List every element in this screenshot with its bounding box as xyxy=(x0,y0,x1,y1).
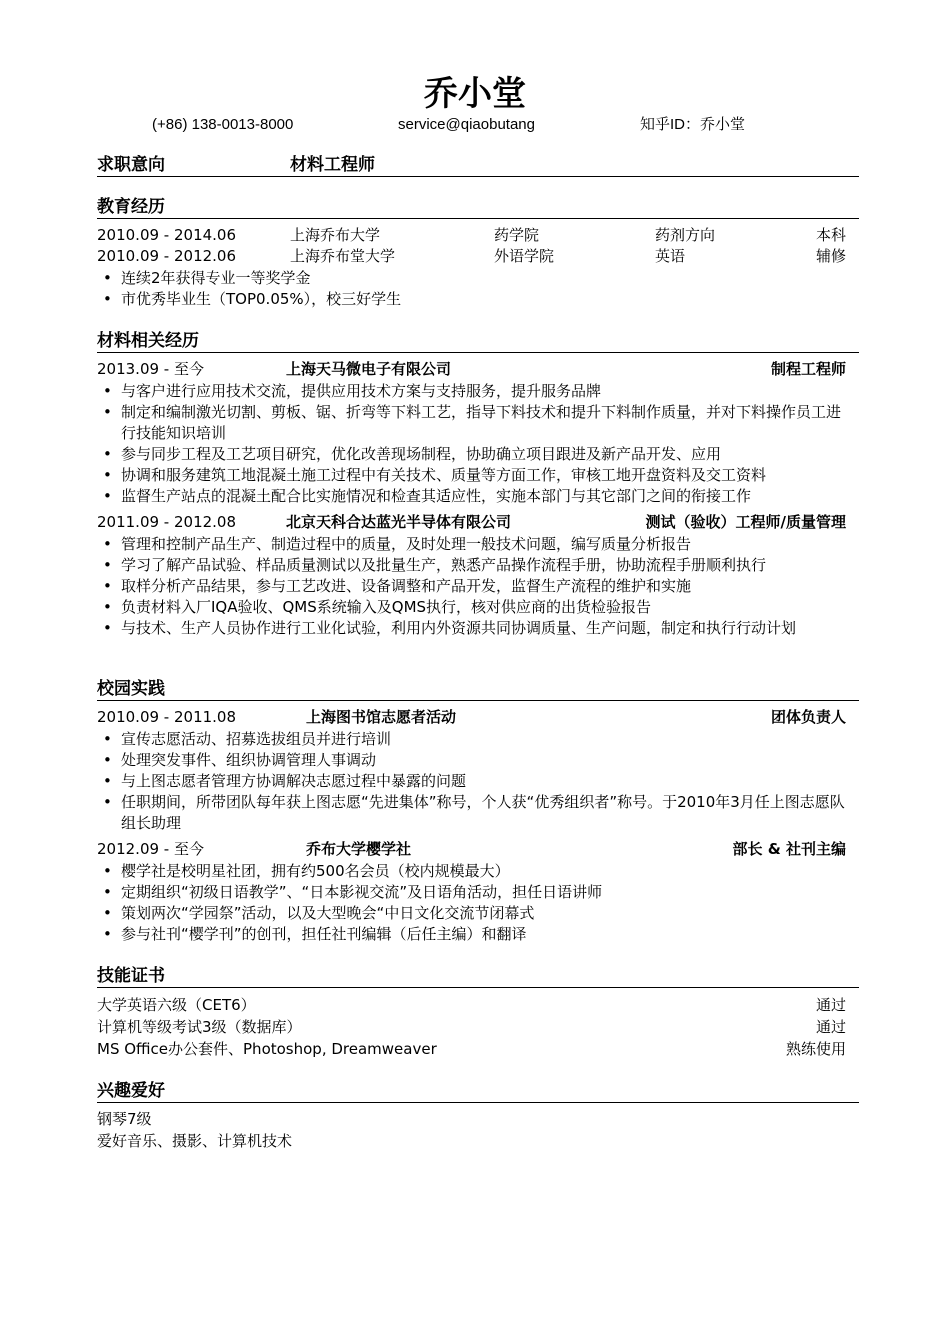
list-item: • 制定和编制激光切割、剪板、锯、折弯等下料工艺，指导下料技术和提升下料制作质量，并对下料操作员工进行技能知识培训 xyxy=(97,402,846,444)
education-row xyxy=(97,246,846,267)
edu-school: 上海乔布大学 xyxy=(290,226,381,244)
job-role: 测试（验收）工程师/质量管理 xyxy=(645,513,846,531)
section-campus-heading xyxy=(97,678,859,701)
job-period: 2011.09 - 2012.08 xyxy=(97,513,237,531)
list-item: • 定期组织“初级日语教学”、“日本影视交流”及日语角活动，担任日语讲师 xyxy=(97,882,846,903)
edu-college: 药学院 xyxy=(494,226,540,244)
edu-degree: 辅修 xyxy=(815,247,846,265)
activity-header xyxy=(97,839,846,860)
activity-period: 2012.09 - 至今 xyxy=(97,840,204,858)
edu-college: 外语学院 xyxy=(494,247,555,265)
edu-degree: 本科 xyxy=(815,226,846,244)
activity-duties-list xyxy=(97,729,846,834)
skill-level: 熟练使用 xyxy=(785,1040,846,1058)
activity-org: 乔布大学樱学社 xyxy=(306,840,412,858)
hobby-item: 爱好音乐、摄影、计算机技术 xyxy=(97,1132,293,1150)
section-title: 材料相关经历 xyxy=(97,331,199,351)
list-item: • 处理突发事件、组织协调管理人事调动 xyxy=(97,750,846,771)
activity-role: 团体负责人 xyxy=(770,708,846,726)
list-item: • 与客户进行应用技术交流，提供应用技术方案与支持服务，提升服务品牌 xyxy=(97,381,846,402)
list-item: • 参与同步工程及工艺项目研究，优化改善现场制程，协助确立项目跟进及新产品开发、应用 xyxy=(97,444,846,465)
list-item: • 市优秀毕业生（TOP0.05%），校三好学生 xyxy=(97,289,846,310)
education-row xyxy=(97,225,846,246)
job-header xyxy=(97,512,846,533)
list-item: • 樱学社是校明星社团，拥有约500名会员（校内规模最大） xyxy=(97,861,846,882)
section-title: 兴趣爱好 xyxy=(97,1081,165,1101)
activity-period: 2010.09 - 2011.08 xyxy=(97,708,237,726)
job-duties-list xyxy=(97,381,846,507)
job-company: 上海天马微电子有限公司 xyxy=(286,360,452,378)
section-title: 校园实践 xyxy=(97,679,165,699)
phone-number: (+86) 138-0013-8000 xyxy=(152,116,294,133)
edu-major: 英语 xyxy=(655,247,686,265)
list-item: • 负责材料入厂IQA验收、QMS系统输入及QMS执行，核对供应商的出货检验报告 xyxy=(97,597,846,618)
list-item: • 策划两次“学园祭”活动，以及大型晚会“中日文化交流节闭幕式 xyxy=(97,903,846,924)
skill-name: 计算机等级考试3级（数据库） xyxy=(97,1018,302,1036)
section-skills-heading xyxy=(97,965,859,988)
hobby-item: 钢琴7级 xyxy=(97,1110,152,1128)
skill-row xyxy=(97,995,846,1016)
edu-major: 药剂方向 xyxy=(655,226,716,244)
section-hobbies-heading xyxy=(97,1080,859,1103)
email-address: service@qiaobutang xyxy=(398,116,535,133)
skill-name: 大学英语六级（CET6） xyxy=(97,996,256,1014)
job-period: 2013.09 - 至今 xyxy=(97,360,204,378)
job-header xyxy=(97,359,846,380)
activity-duties-list xyxy=(97,861,846,945)
job-company: 北京天科合达蓝光半导体有限公司 xyxy=(286,513,512,531)
job-duties-list xyxy=(97,534,846,639)
list-item: • 任职期间，所带团队每年获上图志愿“先进集体”称号，个人获“优秀组织者”称号。于2010年3月任上图志愿队组长助理 xyxy=(97,792,846,834)
list-item: • 监督生产站点的混凝土配合比实施情况和检查其适应性，实施本部门与其它部门之间的衔接工作 xyxy=(97,486,846,507)
section-experience-heading xyxy=(97,330,859,353)
section-title: 技能证书 xyxy=(97,966,165,986)
activity-header xyxy=(97,707,846,728)
skill-row xyxy=(97,1017,846,1038)
job-intent-label: 求职意向 xyxy=(97,155,165,175)
activity-role: 部长 & 社刊主编 xyxy=(732,840,846,858)
skill-level: 通过 xyxy=(815,1018,846,1036)
skill-row xyxy=(97,1039,846,1060)
candidate-name: 乔小堂 xyxy=(424,74,526,114)
list-item: • 连续2年获得专业一等奖学金 xyxy=(97,268,846,289)
edu-period: 2010.09 - 2012.06 xyxy=(97,247,237,265)
edu-period: 2010.09 - 2014.06 xyxy=(97,226,237,244)
list-item: • 协调和服务建筑工地混凝土施工过程中有关技术、质量等方面工作，审核工地开盘资料及交工资料 xyxy=(97,465,846,486)
skill-level: 通过 xyxy=(815,996,846,1014)
section-title: 教育经历 xyxy=(97,197,165,217)
education-honors-list xyxy=(97,268,846,310)
list-item: • 与上图志愿者管理方协调解决志愿过程中暴露的问题 xyxy=(97,771,846,792)
job-intent-value: 材料工程师 xyxy=(290,155,375,175)
job-role: 制程工程师 xyxy=(770,360,846,378)
activity-org: 上海图书馆志愿者活动 xyxy=(306,708,457,726)
list-item: • 学习了解产品试验、样品质量测试以及批量生产，熟悉产品操作流程手册，协助流程手册顺利执行 xyxy=(97,555,846,576)
job-intent xyxy=(97,154,859,177)
section-education-heading xyxy=(97,196,859,219)
edu-school: 上海乔布堂大学 xyxy=(290,247,396,265)
list-item: • 与技术、生产人员协作进行工业化试验，利用内外资源共同协调质量、生产问题，制定和执行行动计划 xyxy=(97,618,846,639)
skill-name: MS Office办公套件、Photoshop, Dreamweaver xyxy=(97,1040,437,1058)
list-item: • 取样分析产品结果，参与工艺改进、设备调整和产品开发，监督生产流程的维护和实施 xyxy=(97,576,846,597)
list-item: • 管理和控制产品生产、制造过程中的质量，及时处理一般技术问题，编写质量分析报告 xyxy=(97,534,846,555)
list-item: • 参与社刊“樱学刊”的创刊，担任社刊编辑（后任主编）和翻译 xyxy=(97,924,846,945)
list-item: • 宣传志愿活动、招募选拔组员并进行培训 xyxy=(97,729,846,750)
zhihu-id: 知乎ID：乔小堂 xyxy=(640,116,746,133)
